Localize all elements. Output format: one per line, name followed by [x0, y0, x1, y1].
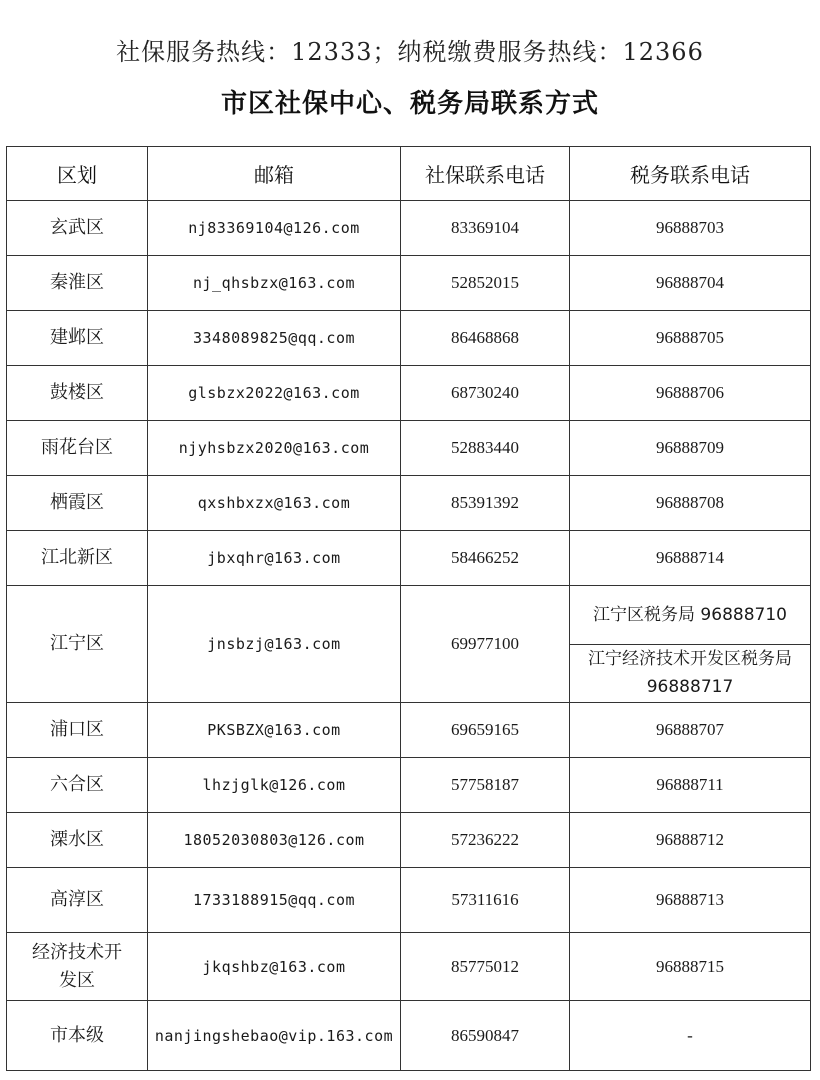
email-cell: njyhsbzx2020@163.com — [148, 421, 401, 476]
table-row — [7, 201, 811, 256]
district-cell: 六合区 — [7, 758, 148, 813]
tax-sub-office-jiangning-dev-zone: 江宁经济技术开发区税务局 96888717 — [570, 644, 810, 703]
tax-phone-cell: 96888703 — [570, 201, 811, 256]
district-cell: 经济技术开发区 — [7, 933, 148, 1001]
table-row — [7, 311, 811, 366]
email-cell: 18052030803@126.com — [148, 813, 401, 868]
district-cell: 高淳区 — [7, 868, 148, 933]
district-cell: 建邺区 — [7, 311, 148, 366]
social-phone-cell: 57311616 — [401, 868, 570, 933]
tax-phone-cell: 96888712 — [570, 813, 811, 868]
district-cell: 秦淮区 — [7, 256, 148, 311]
table-row — [7, 813, 811, 868]
email-cell: jnsbzj@163.com — [148, 586, 401, 703]
district-cell: 溧水区 — [7, 813, 148, 868]
page-title: 市区社保中心、税务局联系方式 — [220, 89, 599, 119]
tax-phone-cell: 96888706 — [570, 366, 811, 421]
tax-sub-office-jiangning: 江宁区税务局 96888710 — [593, 604, 787, 625]
social-phone-cell: 68730240 — [401, 366, 570, 421]
email-cell: qxshbxzx@163.com — [148, 476, 401, 531]
tax-phone-cell: 96888704 — [570, 256, 811, 311]
social-phone-cell: 69659165 — [401, 703, 570, 758]
district-cell: 市本级 — [7, 1001, 148, 1071]
tax-phone-split-cell — [570, 586, 811, 703]
tax-phone-cell: 96888713 — [570, 868, 811, 933]
social-phone-cell: 57758187 — [401, 758, 570, 813]
social-phone-cell: 85775012 — [401, 933, 570, 1001]
email-cell: jbxqhr@163.com — [148, 531, 401, 586]
social-phone-cell: 52883440 — [401, 421, 570, 476]
table-header-row — [7, 147, 811, 201]
social-phone-cell: 83369104 — [401, 201, 570, 256]
tax-phone-cell: 96888711 — [570, 758, 811, 813]
table-row — [7, 476, 811, 531]
district-cell: 江北新区 — [7, 531, 148, 586]
table-row — [7, 933, 811, 1001]
social-phone-cell: 69977100 — [401, 586, 570, 703]
district-cell: 浦口区 — [7, 703, 148, 758]
tax-phone-cell: 96888715 — [570, 933, 811, 1001]
table-row — [7, 1001, 811, 1071]
tax-phone-cell: 96888714 — [570, 531, 811, 586]
email-cell: lhzjglk@126.com — [148, 758, 401, 813]
social-phone-cell: 58466252 — [401, 531, 570, 586]
tax-phone-cell: 96888707 — [570, 703, 811, 758]
table-row — [7, 703, 811, 758]
district-cell: 玄武区 — [7, 201, 148, 256]
district-cell: 鼓楼区 — [7, 366, 148, 421]
social-phone-cell: 85391392 — [401, 476, 570, 531]
email-cell: nj83369104@126.com — [148, 201, 401, 256]
table-row — [7, 421, 811, 476]
email-cell: nj_qhsbzx@163.com — [148, 256, 401, 311]
tax-phone-cell: 96888709 — [570, 421, 811, 476]
column-header-district: 区划 — [7, 147, 148, 201]
column-header-social-phone: 社保联系电话 — [401, 147, 570, 201]
social-phone-cell: 86468868 — [401, 311, 570, 366]
tax-phone-cell: 96888708 — [570, 476, 811, 531]
tax-phone-cell: - — [570, 1001, 811, 1071]
column-header-email: 邮箱 — [148, 147, 401, 201]
district-cell: 江宁区 — [7, 586, 148, 703]
email-cell: PKSBZX@163.com — [148, 703, 401, 758]
contacts-table — [6, 146, 811, 1071]
table-row — [7, 531, 811, 586]
social-phone-cell: 52852015 — [401, 256, 570, 311]
email-cell: 3348089825@qq.com — [148, 311, 401, 366]
table-row — [7, 586, 811, 703]
table-row — [7, 256, 811, 311]
email-cell: 1733188915@qq.com — [148, 868, 401, 933]
social-phone-cell: 57236222 — [401, 813, 570, 868]
email-cell: nanjingshebao@vip.163.com — [148, 1001, 401, 1071]
district-cell: 雨花台区 — [7, 421, 148, 476]
hotline-banner: 社保服务热线：12333；纳税缴费服务热线：12366 — [116, 38, 704, 66]
table-row — [7, 758, 811, 813]
email-cell: jkqshbz@163.com — [148, 933, 401, 1001]
column-header-tax-phone: 税务联系电话 — [570, 147, 811, 201]
tax-phone-cell: 96888705 — [570, 311, 811, 366]
email-cell: glsbzx2022@163.com — [148, 366, 401, 421]
social-phone-cell: 86590847 — [401, 1001, 570, 1071]
table-row — [7, 366, 811, 421]
district-cell: 栖霞区 — [7, 476, 148, 531]
table-row — [7, 868, 811, 933]
